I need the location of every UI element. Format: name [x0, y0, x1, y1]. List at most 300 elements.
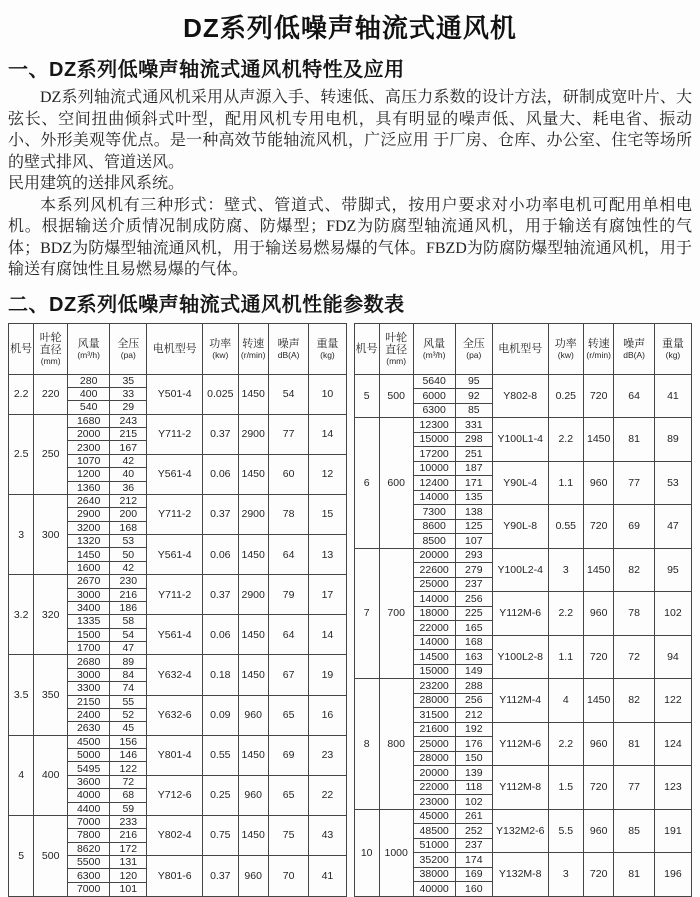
- noise: 64: [614, 374, 655, 418]
- total-pressure: 233: [110, 815, 147, 828]
- table-row: [9, 494, 347, 507]
- noise: 82: [614, 548, 655, 592]
- noise: 69: [614, 505, 655, 549]
- total-pressure: 293: [455, 548, 492, 563]
- air-volume: 540: [68, 401, 110, 414]
- noise: 78: [268, 494, 309, 534]
- total-pressure: 256: [455, 592, 492, 607]
- air-volume: 4400: [68, 802, 110, 815]
- motor-model: Y112M-8: [492, 766, 548, 810]
- air-volume: 14000: [413, 592, 455, 607]
- table-row: [9, 815, 347, 828]
- air-volume: 15000: [413, 664, 455, 679]
- air-volume: 8600: [413, 519, 455, 534]
- motor-model: Y112M-6: [492, 722, 548, 766]
- total-pressure: 149: [455, 664, 492, 679]
- impeller-diameter: 400: [34, 735, 68, 815]
- air-volume: 38000: [413, 867, 455, 882]
- speed: 720: [584, 766, 614, 810]
- noise: 85: [614, 809, 655, 853]
- column-header: 叶轮 直径 (mm): [379, 323, 413, 374]
- noise: 67: [268, 655, 309, 695]
- air-volume: 20000: [413, 766, 455, 781]
- power: 0.25: [548, 374, 583, 418]
- air-volume: 25000: [413, 577, 455, 592]
- speed: 960: [238, 695, 268, 735]
- air-volume: 21600: [413, 722, 455, 737]
- total-pressure: 251: [455, 447, 492, 462]
- machine-number: 3.5: [9, 655, 34, 735]
- noise: 77: [614, 461, 655, 505]
- total-pressure: 135: [455, 490, 492, 505]
- air-volume: 4500: [68, 735, 110, 748]
- power: 0.37: [203, 856, 238, 897]
- column-header: 功率 (kw): [548, 323, 583, 374]
- paragraph-civil-systems: 民用建筑的送排风系统。: [8, 175, 185, 192]
- machine-number: 3.2: [9, 575, 34, 655]
- motor-model: Y112M-6: [492, 592, 548, 636]
- total-pressure: 216: [110, 829, 147, 842]
- air-volume: 3200: [68, 521, 110, 534]
- table-row: [9, 735, 347, 748]
- air-volume: 2400: [68, 708, 110, 721]
- total-pressure: 42: [110, 454, 147, 467]
- noise: 72: [614, 635, 655, 679]
- weight: 41: [309, 856, 346, 897]
- section1-heading: 一、DZ系列低噪声轴流式通风机特性及应用: [8, 59, 405, 81]
- air-volume: 14000: [413, 635, 455, 650]
- weight: 123: [654, 766, 691, 810]
- impeller-diameter: 600: [379, 418, 413, 549]
- power: 0.37: [203, 575, 238, 615]
- air-volume: 10000: [413, 461, 455, 476]
- motor-model: Y632-6: [147, 695, 203, 735]
- air-volume: 23000: [413, 795, 455, 810]
- table-row: [9, 414, 347, 427]
- air-volume: 8620: [68, 842, 110, 855]
- total-pressure: 172: [110, 842, 147, 855]
- weight: 191: [654, 809, 691, 853]
- table-row: [354, 679, 692, 694]
- noise: 65: [268, 695, 309, 735]
- power: 1.5: [548, 766, 583, 810]
- total-pressure: 120: [110, 869, 147, 882]
- noise: 81: [614, 722, 655, 766]
- column-header: 重量 (kg): [654, 323, 691, 374]
- speed: 960: [584, 592, 614, 636]
- air-volume: 31500: [413, 708, 455, 723]
- total-pressure: 230: [110, 575, 147, 588]
- weight: 102: [654, 592, 691, 636]
- total-pressure: 138: [455, 505, 492, 520]
- speed: 1450: [238, 535, 268, 575]
- page-title: DZ系列低噪声轴流式通风机: [183, 13, 517, 43]
- paragraph-features: DZ系列轴流式通风机采用从声源入手、转速低、高压力系数的设计方法，研制成宽叶片、大弦长、空间扭曲倾斜式叶型，配用风机专用电机，具有明显的噪声低、风量大、耗电省、振动小、外形美观等优点。是一种高效节能轴流风机，广泛应用 于厂房、仓库、办公室、住宅等场所的壁式排风、管道送风。: [8, 89, 692, 171]
- column-header: 电机型号: [492, 323, 548, 374]
- total-pressure: 160: [455, 882, 492, 897]
- motor-model: Y90L-4: [492, 461, 548, 505]
- impeller-diameter: 500: [379, 374, 413, 418]
- total-pressure: 288: [455, 679, 492, 694]
- air-volume: 4000: [68, 789, 110, 802]
- weight: 43: [309, 815, 346, 855]
- air-volume: 5495: [68, 762, 110, 775]
- column-header: 风量 (m³/h): [413, 323, 455, 374]
- machine-number: 6: [354, 418, 379, 549]
- total-pressure: 107: [455, 534, 492, 549]
- weight: 94: [654, 635, 691, 679]
- total-pressure: 237: [455, 838, 492, 853]
- air-volume: 3600: [68, 775, 110, 788]
- weight: 41: [654, 374, 691, 418]
- air-volume: 3400: [68, 601, 110, 614]
- air-volume: 28000: [413, 693, 455, 708]
- air-volume: 3000: [68, 668, 110, 681]
- air-volume: 1600: [68, 561, 110, 574]
- total-pressure: 89: [110, 655, 147, 668]
- table-row: [9, 655, 347, 668]
- total-pressure: 125: [455, 519, 492, 534]
- power: 3: [548, 548, 583, 592]
- total-pressure: 50: [110, 548, 147, 561]
- power: 0.06: [203, 454, 238, 494]
- machine-number: 8: [354, 679, 379, 810]
- weight: 22: [309, 775, 346, 815]
- total-pressure: 171: [455, 476, 492, 491]
- noise: 64: [268, 535, 309, 575]
- total-pressure: 122: [110, 762, 147, 775]
- air-volume: 14000: [413, 490, 455, 505]
- table-row: [354, 809, 692, 824]
- air-volume: 15000: [413, 432, 455, 447]
- total-pressure: 72: [110, 775, 147, 788]
- speed: 1450: [238, 735, 268, 775]
- noise: 64: [268, 615, 309, 655]
- column-header: 功率 (kw): [203, 323, 238, 374]
- speed: 1450: [238, 454, 268, 494]
- air-volume: 1680: [68, 414, 110, 427]
- air-volume: 5000: [68, 749, 110, 762]
- machine-number: 7: [354, 548, 379, 679]
- total-pressure: 53: [110, 535, 147, 548]
- weight: 14: [309, 615, 346, 655]
- impeller-diameter: 700: [379, 548, 413, 679]
- speed: 1450: [584, 679, 614, 723]
- total-pressure: 168: [110, 521, 147, 534]
- power: 2.2: [548, 592, 583, 636]
- total-pressure: 243: [110, 414, 147, 427]
- column-header: 噪声 dB(A): [268, 323, 309, 374]
- air-volume: 7000: [68, 882, 110, 896]
- table-row: [9, 575, 347, 588]
- motor-model: Y802-8: [492, 374, 548, 418]
- total-pressure: 74: [110, 682, 147, 695]
- column-header: 全压 (pa): [455, 323, 492, 374]
- air-volume: 2630: [68, 722, 110, 735]
- total-pressure: 331: [455, 418, 492, 433]
- table-row: [354, 418, 692, 433]
- noise: 81: [614, 853, 655, 897]
- motor-model: Y561-4: [147, 615, 203, 655]
- total-pressure: 36: [110, 481, 147, 494]
- column-header: 风量 (m³/h): [68, 323, 110, 374]
- power: 5.5: [548, 809, 583, 853]
- total-pressure: 176: [455, 737, 492, 752]
- air-volume: 1500: [68, 628, 110, 641]
- speed: 1450: [238, 815, 268, 855]
- paragraph-fan-types: 本系列风机有三种形式：壁式、管道式、带脚式，按用户要求对小功率电机可配用单相电机。根据输送介质情况制成防腐、防爆型；FDZ为防腐型轴流通风机，用于输送有腐蚀性的气体；BDZ为防爆型轴流通风机，用于输送易燃易爆的气体。FBZD为防腐防爆型轴流通风机，用于输送有腐蚀性且易燃易爆的气体。: [8, 196, 692, 278]
- air-volume: 12300: [413, 418, 455, 433]
- column-header: 机号: [354, 323, 379, 374]
- air-volume: 7800: [68, 829, 110, 842]
- table-row: [354, 548, 692, 563]
- weight: 23: [309, 735, 346, 775]
- speed: 2900: [238, 494, 268, 534]
- air-volume: 2150: [68, 695, 110, 708]
- speed: 2900: [238, 414, 268, 454]
- total-pressure: 29: [110, 401, 147, 414]
- total-pressure: 59: [110, 802, 147, 815]
- speed: 960: [584, 722, 614, 766]
- total-pressure: 54: [110, 628, 147, 641]
- power: 1.1: [548, 461, 583, 505]
- weight: 124: [654, 722, 691, 766]
- column-header: 转速 (r/min): [238, 323, 268, 374]
- noise: 79: [268, 575, 309, 615]
- air-volume: 7300: [413, 505, 455, 520]
- performance-table-left: [8, 323, 347, 897]
- total-pressure: 35: [110, 374, 147, 387]
- total-pressure: 186: [110, 601, 147, 614]
- weight: 19: [309, 655, 346, 695]
- motor-model: Y112M-4: [492, 679, 548, 723]
- speed: 1450: [238, 374, 268, 414]
- machine-number: 5: [9, 815, 34, 896]
- noise: 82: [614, 679, 655, 723]
- machine-number: 2.5: [9, 414, 34, 494]
- column-header: 噪声 dB(A): [614, 323, 655, 374]
- air-volume: 3000: [68, 588, 110, 601]
- total-pressure: 92: [455, 389, 492, 404]
- speed: 720: [584, 635, 614, 679]
- total-pressure: 33: [110, 387, 147, 400]
- total-pressure: 42: [110, 561, 147, 574]
- power: 3: [548, 853, 583, 897]
- weight: 17: [309, 575, 346, 615]
- impeller-diameter: 300: [34, 494, 68, 574]
- motor-model: Y802-4: [147, 815, 203, 855]
- noise: 77: [268, 414, 309, 454]
- speed: 2900: [238, 575, 268, 615]
- power: 0.75: [203, 815, 238, 855]
- motor-model: Y632-4: [147, 655, 203, 695]
- total-pressure: 146: [110, 749, 147, 762]
- power: 0.37: [203, 494, 238, 534]
- weight: 122: [654, 679, 691, 723]
- air-volume: 23200: [413, 679, 455, 694]
- total-pressure: 225: [455, 606, 492, 621]
- air-volume: 45000: [413, 809, 455, 824]
- air-volume: 8500: [413, 534, 455, 549]
- air-volume: 2640: [68, 494, 110, 507]
- air-volume: 22000: [413, 621, 455, 636]
- motor-model: Y801-6: [147, 856, 203, 897]
- air-volume: 12400: [413, 476, 455, 491]
- power: 0.06: [203, 615, 238, 655]
- column-header: 机号: [9, 323, 34, 374]
- power: 0.025: [203, 374, 238, 414]
- motor-model: Y561-4: [147, 454, 203, 494]
- air-volume: 40000: [413, 882, 455, 897]
- column-header: 转速 (r/min): [584, 323, 614, 374]
- power: 0.06: [203, 535, 238, 575]
- speed: 960: [584, 461, 614, 505]
- total-pressure: 212: [110, 494, 147, 507]
- power: 2.2: [548, 418, 583, 462]
- motor-model: Y100L2-4: [492, 548, 548, 592]
- air-volume: 3300: [68, 682, 110, 695]
- air-volume: 5640: [413, 374, 455, 389]
- total-pressure: 156: [110, 735, 147, 748]
- total-pressure: 169: [455, 867, 492, 882]
- air-volume: 7000: [68, 815, 110, 828]
- total-pressure: 102: [455, 795, 492, 810]
- total-pressure: 212: [455, 708, 492, 723]
- column-header: 重量 (kg): [309, 323, 346, 374]
- air-volume: 18000: [413, 606, 455, 621]
- air-volume: 2000: [68, 428, 110, 441]
- noise: 75: [268, 815, 309, 855]
- header-row: [9, 323, 347, 374]
- column-header: 电机型号: [147, 323, 203, 374]
- total-pressure: 168: [455, 635, 492, 650]
- weight: 196: [654, 853, 691, 897]
- total-pressure: 150: [455, 751, 492, 766]
- total-pressure: 167: [110, 441, 147, 454]
- weight: 47: [654, 505, 691, 549]
- column-header: 叶轮 直径 (mm): [34, 323, 68, 374]
- motor-model: Y801-4: [147, 735, 203, 775]
- motor-model: Y711-2: [147, 575, 203, 615]
- motor-model: Y711-2: [147, 414, 203, 454]
- speed: 1450: [584, 548, 614, 592]
- air-volume: 25000: [413, 737, 455, 752]
- speed: 720: [584, 853, 614, 897]
- impeller-diameter: 1000: [379, 809, 413, 896]
- air-volume: 48500: [413, 824, 455, 839]
- motor-model: Y100L1-4: [492, 418, 548, 462]
- machine-number: 10: [354, 809, 379, 896]
- total-pressure: 256: [455, 693, 492, 708]
- machine-number: 3: [9, 494, 34, 574]
- air-volume: 22600: [413, 563, 455, 578]
- air-volume: 1070: [68, 454, 110, 467]
- impeller-diameter: 320: [34, 575, 68, 655]
- noise: 78: [614, 592, 655, 636]
- table-row: [354, 374, 692, 389]
- air-volume: 20000: [413, 548, 455, 563]
- total-pressure: 45: [110, 722, 147, 735]
- air-volume: 6300: [68, 869, 110, 882]
- total-pressure: 237: [455, 577, 492, 592]
- total-pressure: 139: [455, 766, 492, 781]
- total-pressure: 58: [110, 615, 147, 628]
- total-pressure: 174: [455, 853, 492, 868]
- power: 0.55: [548, 505, 583, 549]
- performance-table-right: [354, 323, 693, 897]
- air-volume: 2670: [68, 575, 110, 588]
- motor-model: Y712-6: [147, 775, 203, 815]
- total-pressure: 163: [455, 650, 492, 665]
- air-volume: 1335: [68, 615, 110, 628]
- total-pressure: 47: [110, 642, 147, 655]
- power: 0.09: [203, 695, 238, 735]
- power: 0.18: [203, 655, 238, 695]
- air-volume: 22000: [413, 780, 455, 795]
- total-pressure: 84: [110, 668, 147, 681]
- weight: 12: [309, 454, 346, 494]
- column-header: 全压 (pa): [110, 323, 147, 374]
- air-volume: 2900: [68, 508, 110, 521]
- motor-model: Y132M-8: [492, 853, 548, 897]
- motor-model: Y132M2-6: [492, 809, 548, 853]
- total-pressure: 200: [110, 508, 147, 521]
- weight: 95: [654, 548, 691, 592]
- total-pressure: 131: [110, 856, 147, 869]
- total-pressure: 261: [455, 809, 492, 824]
- air-volume: 1360: [68, 481, 110, 494]
- weight: 16: [309, 695, 346, 735]
- impeller-diameter: 250: [34, 414, 68, 494]
- noise: 69: [268, 735, 309, 775]
- air-volume: 51000: [413, 838, 455, 853]
- power: 0.55: [203, 735, 238, 775]
- total-pressure: 216: [110, 588, 147, 601]
- power: 4: [548, 679, 583, 723]
- motor-model: Y100L2-8: [492, 635, 548, 679]
- air-volume: 14500: [413, 650, 455, 665]
- total-pressure: 298: [455, 432, 492, 447]
- noise: 65: [268, 775, 309, 815]
- motor-model: Y501-4: [147, 374, 203, 414]
- machine-number: 2.2: [9, 374, 34, 414]
- impeller-diameter: 500: [34, 815, 68, 896]
- power: 0.25: [203, 775, 238, 815]
- total-pressure: 85: [455, 403, 492, 418]
- speed: 720: [584, 374, 614, 418]
- total-pressure: 165: [455, 621, 492, 636]
- speed: 1450: [584, 418, 614, 462]
- impeller-diameter: 350: [34, 655, 68, 735]
- motor-model: Y90L-8: [492, 505, 548, 549]
- air-volume: 17200: [413, 447, 455, 462]
- total-pressure: 215: [110, 428, 147, 441]
- weight: 89: [654, 418, 691, 462]
- total-pressure: 279: [455, 563, 492, 578]
- air-volume: 28000: [413, 751, 455, 766]
- total-pressure: 252: [455, 824, 492, 839]
- noise: 81: [614, 418, 655, 462]
- section2-heading: 二、DZ系列低噪声轴流式通风机性能参数表: [8, 293, 405, 316]
- noise: 77: [614, 766, 655, 810]
- motor-model: Y711-2: [147, 494, 203, 534]
- air-volume: 35200: [413, 853, 455, 868]
- air-volume: 1700: [68, 642, 110, 655]
- header-row: [354, 323, 692, 374]
- air-volume: 400: [68, 387, 110, 400]
- power: 2.2: [548, 722, 583, 766]
- table-row: [9, 374, 347, 387]
